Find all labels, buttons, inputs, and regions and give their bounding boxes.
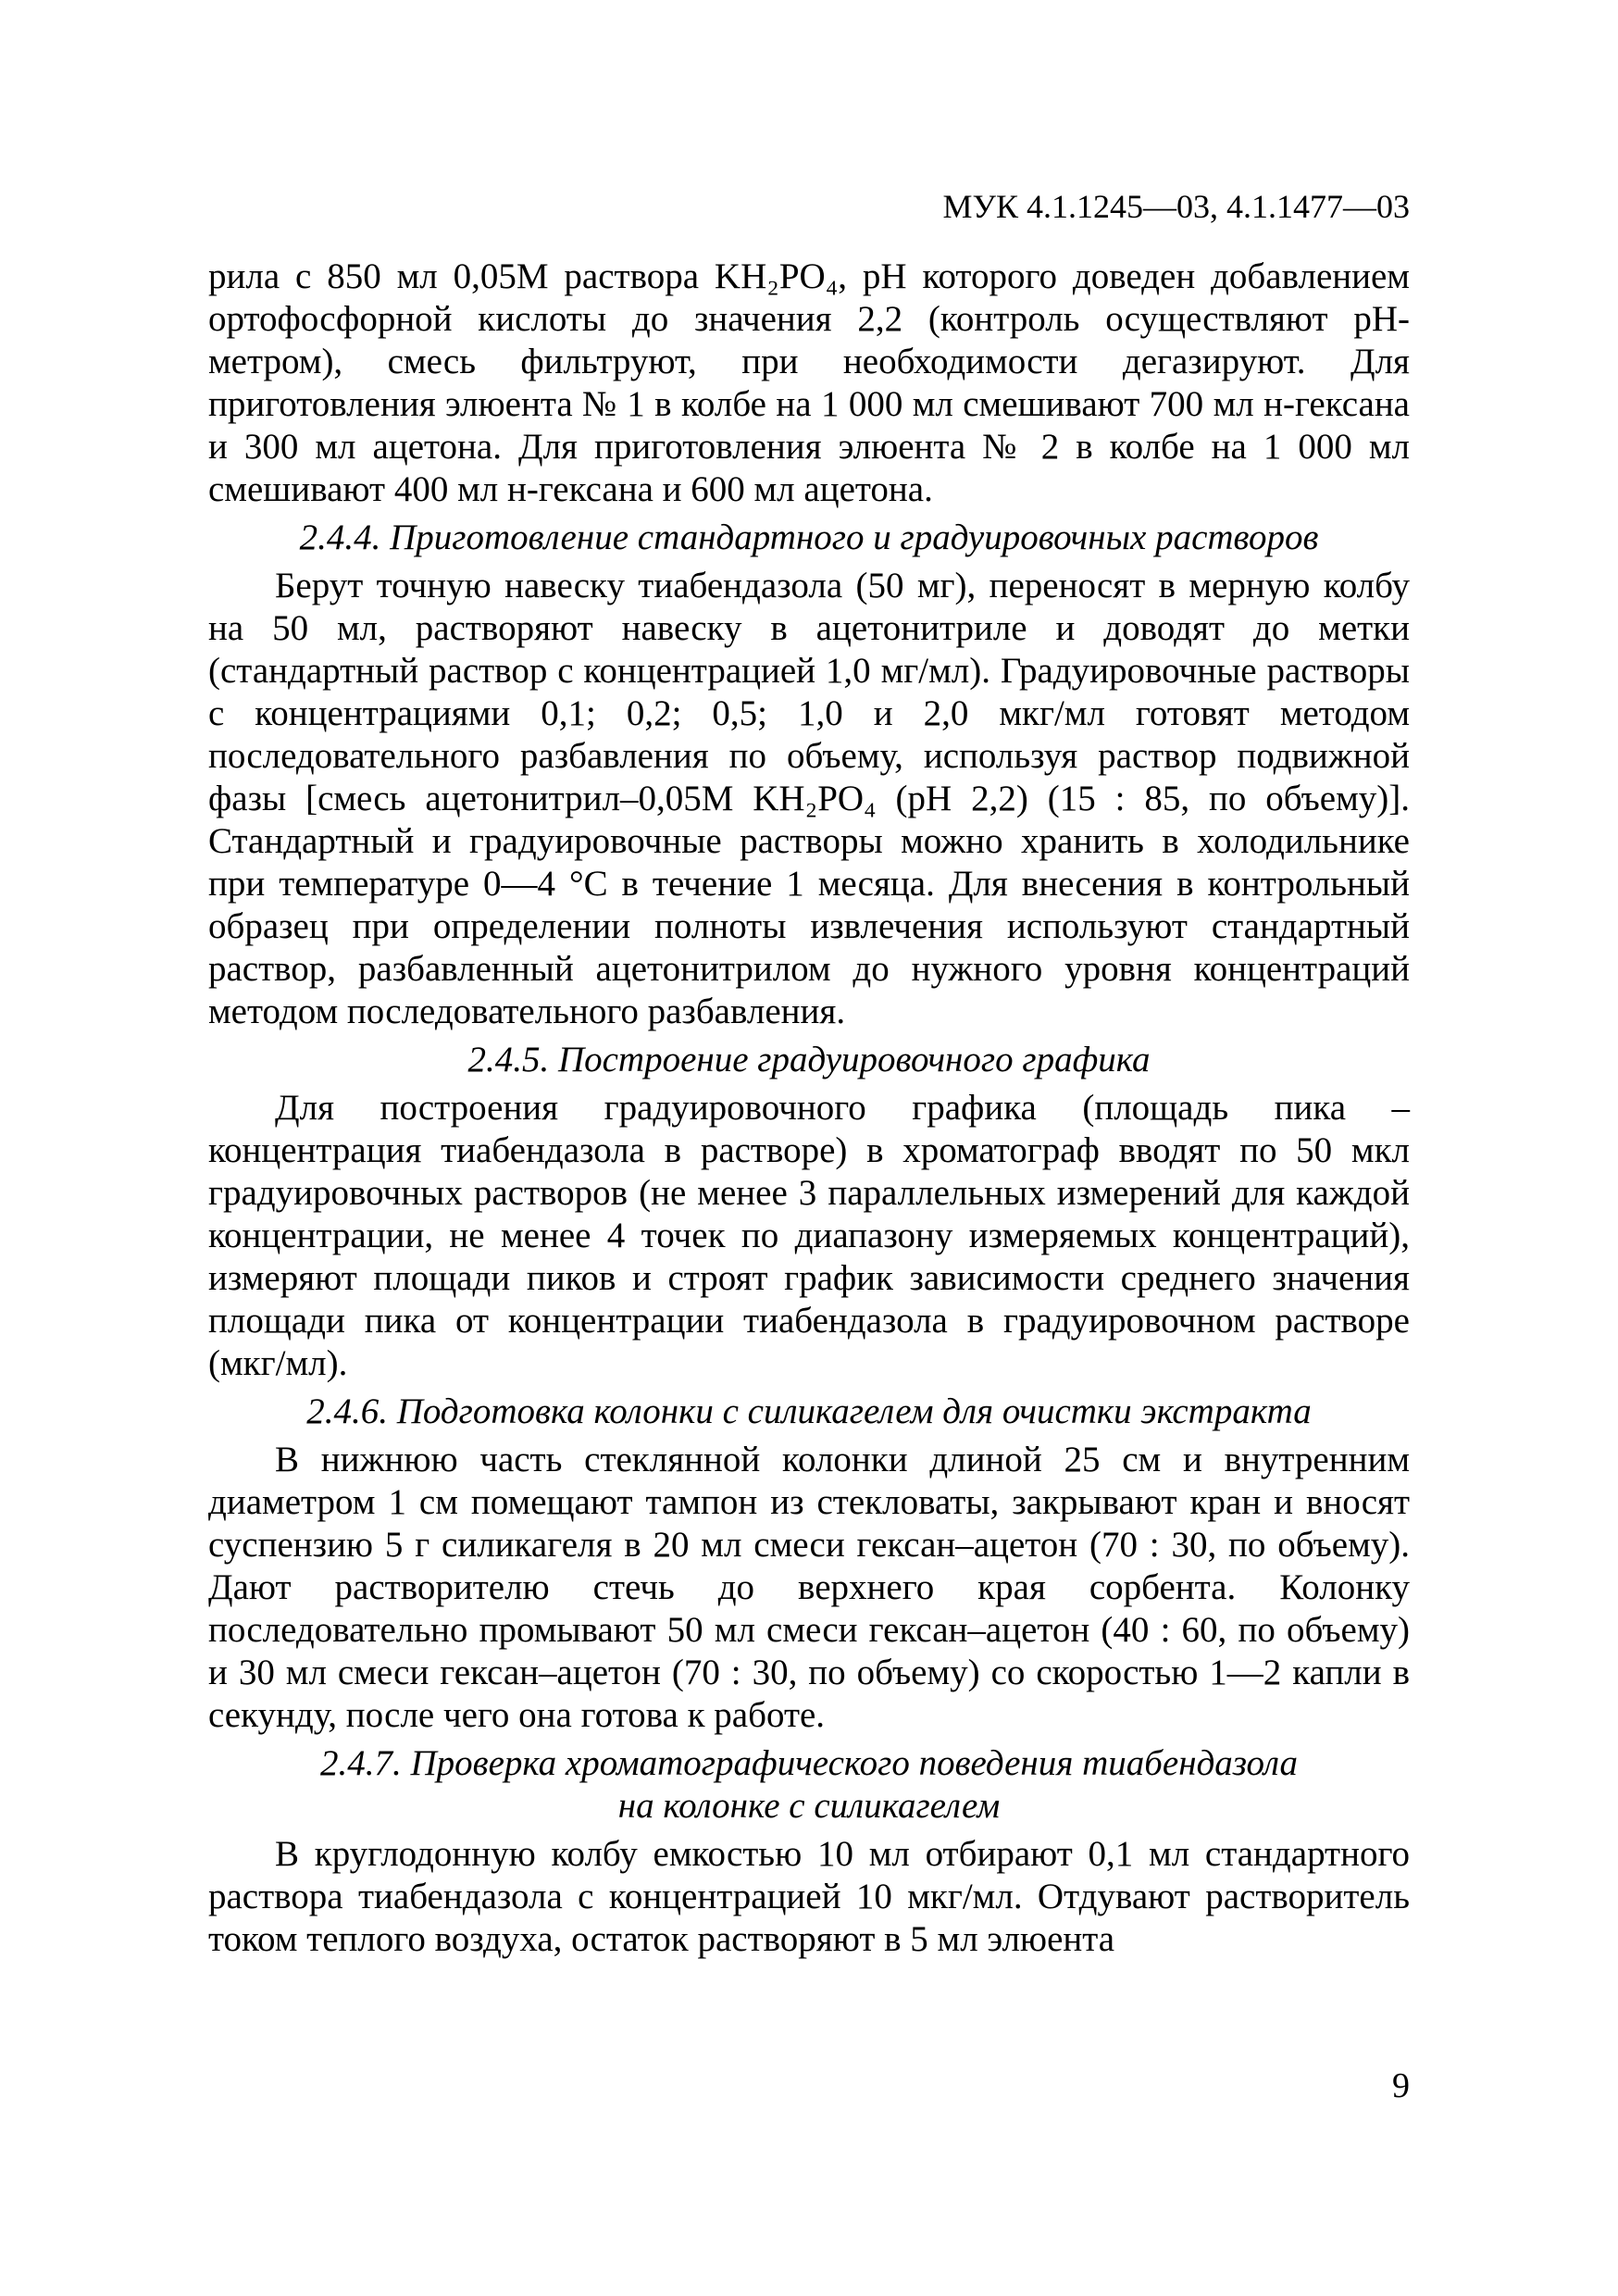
section-2-4-7-paragraph: В круглодонную колбу емкостью 10 мл отбирают 0,1 мл стандартного раствора тиабендазола с концентрацией 10 мкг/мл. Отдувают растворитель током теплого воздуха, остаток растворяют в 5 мл элюента [208,1834,1410,1959]
section-2-4-7-heading [208,1742,1410,1828]
section-2-4-4-heading: 2.4.4. Приготовление стандартного и градуировочных растворов [299,518,1319,557]
section-2-4-6-heading: 2.4.6. Подготовка колонки с силикагелем для очистки экстракта [306,1391,1312,1431]
document-code-header: МУК 4.1.1245—03, 4.1.1477—03 [942,188,1410,225]
section-2-4-6-paragraph: В нижнюю часть стеклянной колонки длиной 25 см и внутренним диаметром 1 см помещают тампон из стекловаты, закрывают кран и вносят суспензию 5 г силикагеля в 20 мл смеси гексан–ацетон (70 : 30, по объему). Дают растворителю стечь до верхнего края сорбента. Колонку последовательно промывают 50 мл смеси гексан–ацетон (40 : 60, по объему) и 30 мл смеси гексан–ацетон (70 : 30, по объему) со скоростью 1—2 капли в секунду, после чего она готова к работе. [208,1440,1410,1735]
section-2-4-5-heading: 2.4.5. Построение градуировочного графика [467,1040,1151,1079]
paragraph-intro: рила с 850 мл 0,05M раствора KH₂PO₄, pH которого доведен добавлением ортофосфорной кислоты до значения 2,2 (контроль осуществляют pH-метром), смесь фильтруют, при необходимости дегазируют. Для приготовления элюента № 1 в колбе на 1 000 мл смешивают 700 мл н-гексана и 300 мл ацетона. Для приготовления элюента № 2 в колбе на 1 000 мл смешивают 400 мл н-гексана и 600 мл ацетона. [208,256,1410,509]
section-2-4-7-heading-line-2: на колонке с силикагелем [617,1786,1001,1826]
section-2-4-4-paragraph: Берут точную навеску тиабендазола (50 мг), переносят в мерную колбу на 50 мл, растворяют навеску в ацетонитриле и доводят до метки (стандартный раствор с концентрацией 1,0 мг/мл). Градуировочные растворы с концентрациями 0,1; 0,2; 0,5; 1,0 и 2,0 мкг/мл готовят методом последовательного разбавления по объему, используя раствор подвижной фазы [смесь ацетонитрил–0,05M KH₂PO₄ (pH 2,2) (15 : 85, по объему)]. Стандартный и градуировочные растворы можно хранить в холодильнике при температуре 0—4 °С в течение 1 месяца. Для внесения в контрольный образец при определении полноты извлечения используют стандартный раствор, разбавленный ацетонитрилом до нужного уровня концентраций методом последовательного разбавления. [208,566,1410,1031]
page-number: 9 [1392,2066,1410,2105]
document-body [208,256,1410,1961]
section-2-4-5-paragraph: Для построения градуировочного графика (площадь пика – концентрация тиабендазола в растворе) в хроматограф вводят по 50 мкл градуировочных растворов (не менее 3 параллельных измерений для каждой концентрации, не менее 4 точек по диапазону измеряемых концентраций), измеряют площади пиков и строят график зависимости среднего значения площади пика от концентрации тиабендазола в градуировочном растворе (мкг/мл). [208,1088,1410,1383]
section-2-4-7-heading-line-1: 2.4.7. Проверка хроматографического поведения тиабендазола [319,1743,1299,1783]
